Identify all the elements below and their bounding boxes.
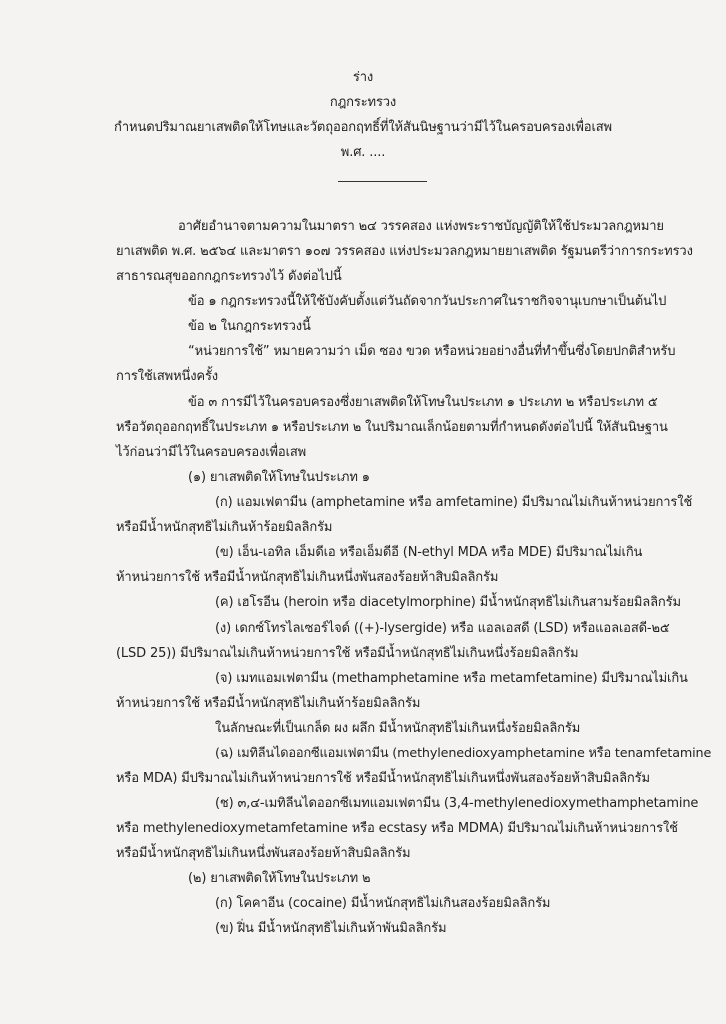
clause-3-line: ไว้ก่อนว่ามีไว้ในครอบครองเพื่อเสพ <box>116 445 307 460</box>
item-line: (จ) เมทแอมเฟตามีน (methamphetamine หรือ metamfetamine) มีปริมาณไม่เกิน <box>215 671 688 686</box>
item-line: (ก) โคคาอีน (cocaine) มีน้ำหนักสุทธิไม่เกินสองร้อยมิลลิกรัม <box>215 896 551 911</box>
clause-2: ข้อ ๒ ในกฎกระทรวงนี้ <box>188 319 311 334</box>
definition-line: “หน่วยการใช้” หมายความว่า เม็ด ซอง ขวด หรือหน่วยอย่างอื่นที่ทำขึ้นซึ่งโดยปกติสำหรับ <box>188 344 676 359</box>
item-line: (ข) ฝิ่น มีน้ำหนักสุทธิไม่เกินห้าพันมิลลิกรัม <box>215 921 447 936</box>
item-line: (LSD 25)) มีปริมาณไม่เกินห้าหน่วยการใช้ หรือมีน้ำหนักสุทธิไม่เกินหนึ่งร้อยมิลลิกรัม <box>116 646 579 661</box>
item-line: หรือ MDA) มีปริมาณไม่เกินห้าหน่วยการใช้ หรือมีน้ำหนักสุทธิไม่เกินหนึ่งพันสองร้อยห้าสิบมิลลิกรัม <box>116 771 650 786</box>
draft-label: ร่าง <box>352 70 374 85</box>
clause-3-line: หรือวัตถุออกฤทธิ์ในประเภท ๑ หรือประเภท ๒ ในปริมาณเล็กน้อยตามที่กำหนดดังต่อไปนี้ ให้สันนิษฐาน <box>116 420 668 435</box>
item-line: (ก) แอมเฟตามีน (amphetamine หรือ amfetamine) มีปริมาณไม่เกินห้าหน่วยการใช้ <box>215 495 693 510</box>
item-line: (ฉ) เมทิลีนไดออกซีแอมเฟตามีน (methylenedioxyamphetamine หรือ tenamfetamine <box>215 746 712 761</box>
document-type: กฎกระทรวง <box>329 95 397 110</box>
item-line: (ค) เฮโรอีน (heroin หรือ diacetylmorphine) มีน้ำหนักสุทธิไม่เกินสามร้อยมิลลิกรัม <box>215 595 681 610</box>
item-line: (ง) เดกซ์โทรไลเซอร์ไจด์ ((+)-lysergide) หรือ แอลเอสดี (LSD) หรือแอลเอสดี-๒๕ <box>215 621 670 636</box>
item-line: หรือ methylenedioxymetamfetamine หรือ ecstasy หรือ MDMA) มีปริมาณไม่เกินห้าหน่วยการใช้ <box>116 821 678 836</box>
document-title: กำหนดปริมาณยาเสพติดให้โทษและวัตถุออกฤทธิ์ที่ให้สันนิษฐานว่ามีไว้ในครอบครองเพื่อเสพ <box>114 120 612 135</box>
clause-3-line: ข้อ ๓ การมีไว้ในครอบครองซึ่งยาเสพติดให้โทษในประเภท ๑ ประเภท ๒ หรือประเภท ๕ <box>188 395 658 410</box>
clause-1: ข้อ ๑ กฎกระทรวงนี้ให้ใช้บังคับตั้งแต่วันถัดจากวันประกาศในราชกิจจานุเบกษาเป็นต้นไป <box>188 294 667 309</box>
item-line: หรือมีน้ำหนักสุทธิไม่เกินห้าร้อยมิลลิกรัม <box>116 520 333 535</box>
item-line: (ข) เอ็น-เอทิล เอ็มดีเอ หรือเอ็มดีอี (N-ethyl MDA หรือ MDE) มีปริมาณไม่เกิน <box>215 545 643 560</box>
item-line: ห้าหน่วยการใช้ หรือมีน้ำหนักสุทธิไม่เกินห้าร้อยมิลลิกรัม <box>116 696 421 711</box>
title-divider <box>338 181 427 182</box>
preamble-line: สาธารณสุขออกกฎกระทรวงไว้ ดังต่อไปนี้ <box>116 269 342 284</box>
category-2-heading: (๒) ยาเสพติดให้โทษในประเภท ๒ <box>188 871 371 886</box>
preamble-line: ยาเสพติด พ.ศ. ๒๕๖๔ และมาตรา ๑๐๗ วรรคสอง แห่งประมวลกฎหมายยาเสพติด รัฐมนตรีว่าการกระทรวง <box>116 244 693 259</box>
preamble-line: อาศัยอำนาจตามความในมาตรา ๒๔ วรรคสอง แห่งพระราชบัญญัติให้ใช้ประมวลกฎหมาย <box>178 219 664 234</box>
item-line: หรือมีน้ำหนักสุทธิไม่เกินหนึ่งพันสองร้อยห้าสิบมิลลิกรัม <box>116 846 411 861</box>
item-line: (ช) ๓,๔-เมทิลีนไดออกซีเมทแอมเฟตามีน (3,4-methylenedioxymethamphetamine <box>215 796 699 811</box>
item-line: ห้าหน่วยการใช้ หรือมีน้ำหนักสุทธิไม่เกินหนึ่งพันสองร้อยห้าสิบมิลลิกรัม <box>116 570 499 585</box>
document-year: พ.ศ. .... <box>340 145 386 160</box>
item-note: ในลักษณะที่เป็นเกล็ด ผง ผลึก มีน้ำหนักสุทธิไม่เกินหนึ่งร้อยมิลลิกรัม <box>215 721 581 736</box>
definition-line: การใช้เสพหนึ่งครั้ง <box>116 369 219 384</box>
category-1-heading: (๑) ยาเสพติดให้โทษในประเภท ๑ <box>188 470 370 485</box>
